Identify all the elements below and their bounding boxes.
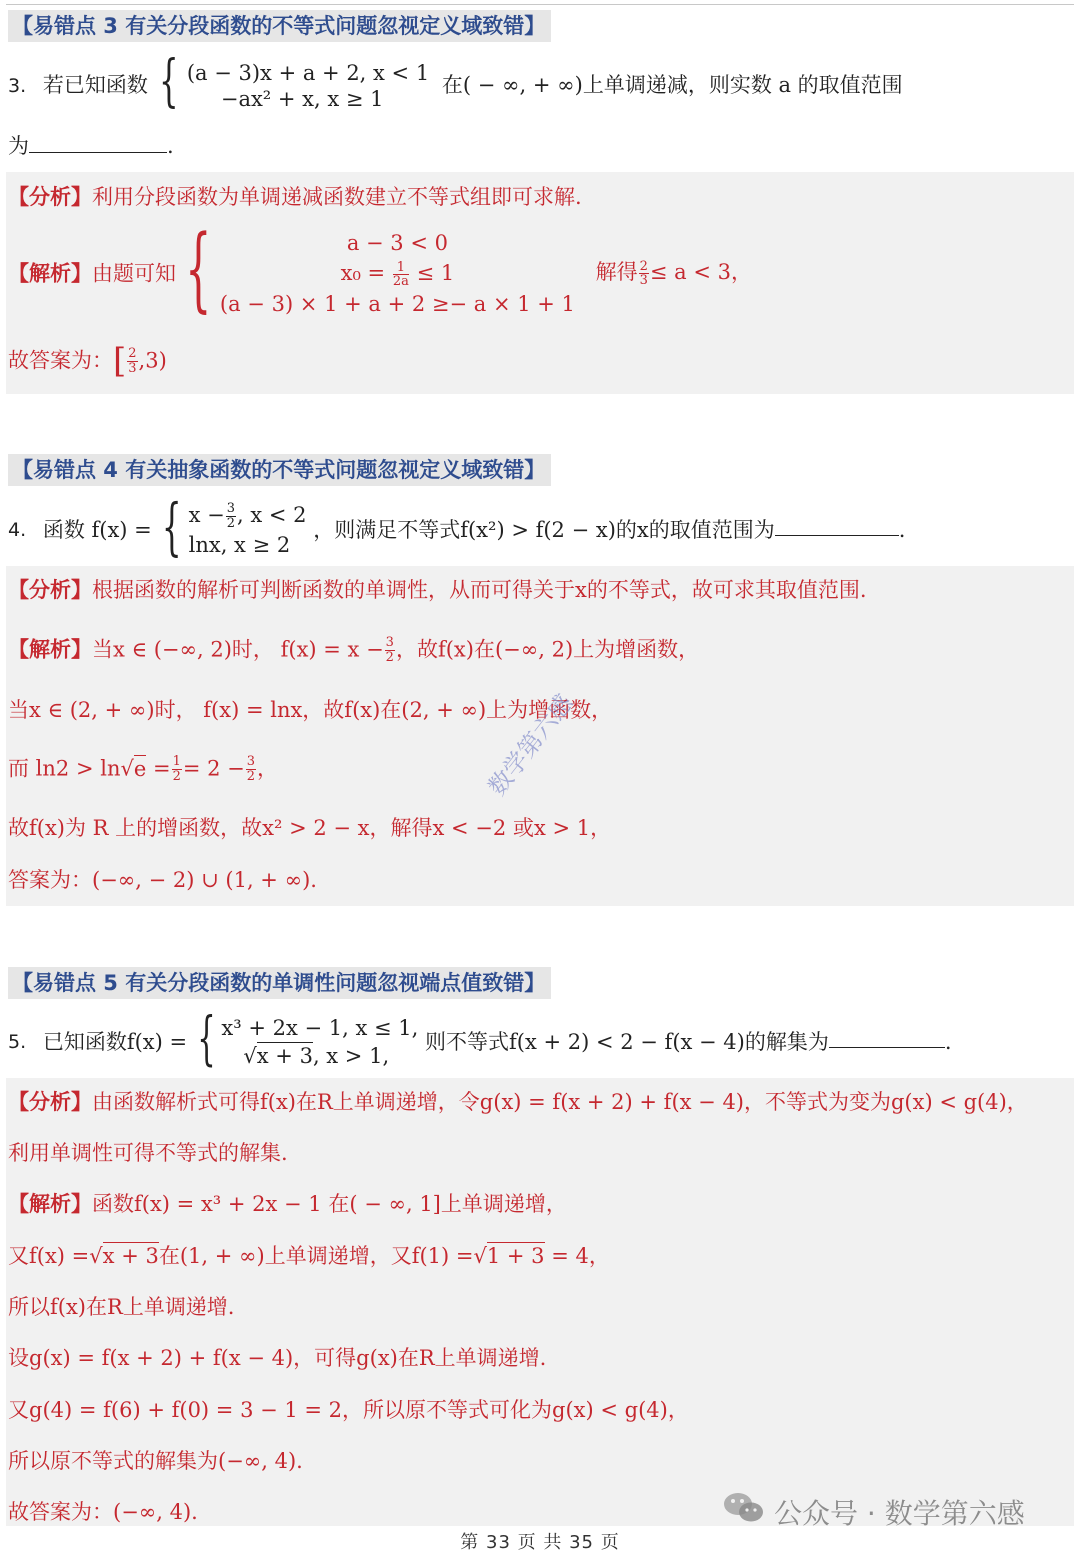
fraction-numerator: 3 (385, 635, 394, 650)
solution-tag: 【解析】 (8, 1192, 92, 1216)
answer-3 (8, 341, 167, 381)
fraction-denominator: 2 (226, 516, 236, 531)
solution-5-line-5: 又g(4) = f(6) + f(0) = 3 − 1 = 2，所以原不等式可化为g(x) < g(4)， (8, 1398, 689, 1422)
radicand: 1 + 3 (486, 1244, 545, 1268)
answer-blank (775, 534, 899, 536)
fraction (127, 347, 137, 375)
fraction-numerator: 2 (128, 345, 137, 361)
solution-4-line-1-post: ，故f(x)在(−∞, 2)上为增函数， (395, 637, 700, 662)
analysis-4 (8, 580, 867, 601)
result-pre: 解得 (595, 260, 638, 285)
piecewise-brace: { (162, 489, 183, 563)
answer-blank (829, 1046, 945, 1048)
radicand: e (133, 756, 147, 781)
piece-5-1: x³ + 2x − 1, x ≤ 1, (221, 1016, 419, 1040)
question-4-pre: 函数 f(x) = (42, 518, 152, 543)
fraction (246, 755, 256, 783)
solution-5-line-2-pre: 又f(x) = (8, 1244, 90, 1268)
question-3-line2-text: 为 (8, 134, 29, 158)
result-3 (595, 258, 752, 289)
fraction-denominator: 3 (128, 360, 137, 376)
piecewise-function-5 (221, 1014, 418, 1071)
question-5-post: 则不等式f(x + 2) < 2 − f(x − 4)的解集为 (424, 1029, 829, 1054)
system-line-2 (220, 258, 575, 289)
solution-5-line-2-post: = 4， (544, 1244, 610, 1268)
solution-5-line-2 (8, 1246, 610, 1267)
watermark: 数学第六感 (482, 689, 579, 801)
piecewise-brace: { (158, 49, 179, 115)
fraction (172, 755, 182, 783)
analysis-5-line-2: 利用单调性可得不等式的解集. (8, 1141, 288, 1165)
piece-4-2: lnx, x ≥ 2 (188, 532, 291, 557)
section-4-header: 【易错点 4 有关抽象函数的不等式问题忽视定义域致错】 (8, 454, 551, 486)
fraction-numerator: 1 (172, 754, 181, 769)
system-line-2-lhs: x₀ = (340, 261, 386, 286)
solution-4-line-5: 答案为：(−∞, − 2) ∪ (1, + ∞). (8, 868, 317, 892)
fraction-denominator: 2a (392, 274, 409, 290)
solution-5-line-1-text: 函数f(x) = x³ + 2x − 1 在( − ∞, 1]上单调递增， (92, 1192, 567, 1216)
question-5-pre: 已知函数f(x) = (42, 1029, 188, 1054)
question-3-number: 3. (8, 74, 27, 97)
fraction-numerator: 3 (226, 501, 236, 517)
system-line-2-rhs: ≤ 1 (416, 261, 455, 286)
piece-5-2 (221, 1042, 418, 1070)
sqrt-sign: √ (120, 756, 134, 781)
solution-5-line-4: 设g(x) = f(x + 2) + f(x − 4)，可得g(x)在R上单调递增. (8, 1346, 547, 1370)
solution-3 (8, 214, 752, 322)
solution-5-line-6: 所以原不等式的解集为(−∞, 4). (8, 1449, 303, 1473)
solution-5-line-2-mid: 在(1, + ∞)上单调递增，又f(1) = (158, 1244, 474, 1268)
question-3-pre: 若已知函数 (42, 72, 148, 97)
question-4-post: ，则满足不等式f(x²) > f(2 − x)的x的取值范围为 (313, 518, 775, 543)
solution-4-line-3-mid2: = 2 − (182, 756, 245, 781)
analysis-3-text: 利用分段函数为单调递减函数建立不等式组即可求解. (92, 185, 582, 209)
question-3 (8, 49, 903, 115)
section-3-header: 【易错点 3 有关分段函数的不等式问题忽视定义域致错】 (8, 10, 551, 42)
wechat-label: 公众号 · 数学第六感 (774, 1497, 1025, 1530)
piece-3-2: −ax² + x, x ≥ 1 (220, 87, 384, 112)
sqrt-sign: √ (473, 1244, 487, 1268)
question-4: 4. 函数 f(x) = { x − $\frac{3}{2}$ , x < 2 lnx, x ≥ 2 ，则满足不等式f(x²) > f(2 − x)的x的取值范围为 . (8, 489, 906, 563)
answer-3-post: ,3) (138, 348, 167, 373)
fraction-numerator: 1 (393, 261, 409, 276)
piece-5-2-post: , x > 1, (312, 1044, 390, 1069)
fraction (226, 502, 236, 530)
analysis-tag: 【分析】 (8, 578, 92, 602)
radicand: x + 3 (102, 1244, 159, 1268)
fraction-denominator: 2 (385, 649, 394, 665)
analysis-tag: 【分析】 (8, 185, 92, 209)
fraction-denominator: 3 (639, 273, 648, 289)
wechat-icon (722, 1490, 766, 1526)
result-post: ≤ a < 3， (649, 260, 752, 285)
answer-3-pre: 故答案为： (8, 348, 113, 373)
analysis-5 (8, 1092, 1028, 1113)
solution-3-pre: 由题可知 (92, 261, 176, 286)
answer-blank (29, 151, 167, 153)
solution-tag: 【解析】 (8, 261, 92, 286)
fraction-denominator: 2 (172, 768, 181, 784)
solution-4-line-4: 故f(x)为 R 上的增函数，故x² > 2 − x，解得x < −2 或x > 1， (8, 816, 612, 840)
system-line-3: (a − 3) × 1 + a + 2 ≥− a × 1 + 1 (219, 292, 575, 317)
fraction (385, 636, 395, 664)
solution-4-line-1 (8, 636, 699, 664)
fraction-denominator: 2 (246, 768, 256, 784)
solution-4-line-3 (8, 755, 278, 783)
solution-4-line-1-pre: 当x ∈ (−∞, 2)时， f(x) = x − (92, 637, 384, 662)
sqrt-sign: √ (243, 1044, 257, 1069)
question-3-line2: 为 . (8, 134, 174, 158)
piece-4-1 (189, 501, 307, 531)
inequality-system (220, 228, 575, 320)
fraction-numerator: 3 (246, 754, 256, 769)
question-3-post: 在( − ∞, + ∞)上单调递减，则实数 a 的取值范围 (441, 72, 903, 97)
solution-5-line-3: 所以f(x)在R上单调递增. (8, 1295, 235, 1319)
piecewise-brace: { (197, 1004, 216, 1073)
analysis-3 (8, 187, 582, 208)
analysis-4-text: 根据函数的解析可判断函数的单调性，从而可得关于x的不等式，故可求其取值范围. (92, 578, 867, 602)
radicand: x + 3 (256, 1044, 313, 1069)
piece-4-1-post: , x < 2 (237, 503, 307, 527)
page-footer: 第 33 页 共 35 页 (460, 1532, 620, 1553)
solution-4-line-3-mid: = (146, 756, 171, 781)
solution-4-line-3-post: ， (257, 756, 279, 781)
question-4-number: 4. (8, 519, 27, 542)
fraction-numerator: 2 (639, 258, 648, 274)
analysis-tag: 【分析】 (8, 1090, 92, 1114)
solution-5-line-1 (8, 1194, 567, 1215)
left-bracket: [ (113, 341, 127, 381)
solution-4-line-2: 当x ∈ (2, + ∞)时， f(x) = lnx，故f(x)在(2, + ∞)上为增函数， (8, 698, 613, 722)
piece-3-1: (a − 3)x + a + 2, x < 1 (186, 61, 430, 85)
piece-4-1-pre: x − (188, 503, 225, 527)
solution-4-line-3-pre: 而 ln2 > ln (8, 756, 121, 781)
system-brace: { (184, 214, 212, 322)
system-line-1: a − 3 < 0 (346, 231, 448, 255)
question-5-number: 5. (8, 1030, 27, 1053)
piecewise-function-4 (189, 501, 307, 560)
solution-5-line-7: 故答案为：(−∞, 4). (8, 1500, 198, 1524)
piecewise-function-3 (187, 60, 429, 113)
top-rule (6, 4, 1074, 5)
solution-tag: 【解析】 (8, 637, 92, 662)
section-5-header: 【易错点 5 有关分段函数的单调性问题忽视端点值致错】 (8, 967, 551, 999)
question-5: 5. 已知函数f(x) = { x³ + 2x − 1, x ≤ 1, √x + 3, x > 1, 则不等式f(x + 2) < 2 − f(x − 4)的解集为 . (8, 1004, 952, 1073)
sqrt-sign: √ (89, 1244, 103, 1268)
analysis-5-text: 由函数解析式可得f(x)在R上单调递增，令g(x) = f(x + 2) + f(x − 4)，不等式为变为g(x) < g(4)， (92, 1090, 1028, 1114)
fraction (639, 260, 649, 288)
fraction (393, 261, 409, 289)
